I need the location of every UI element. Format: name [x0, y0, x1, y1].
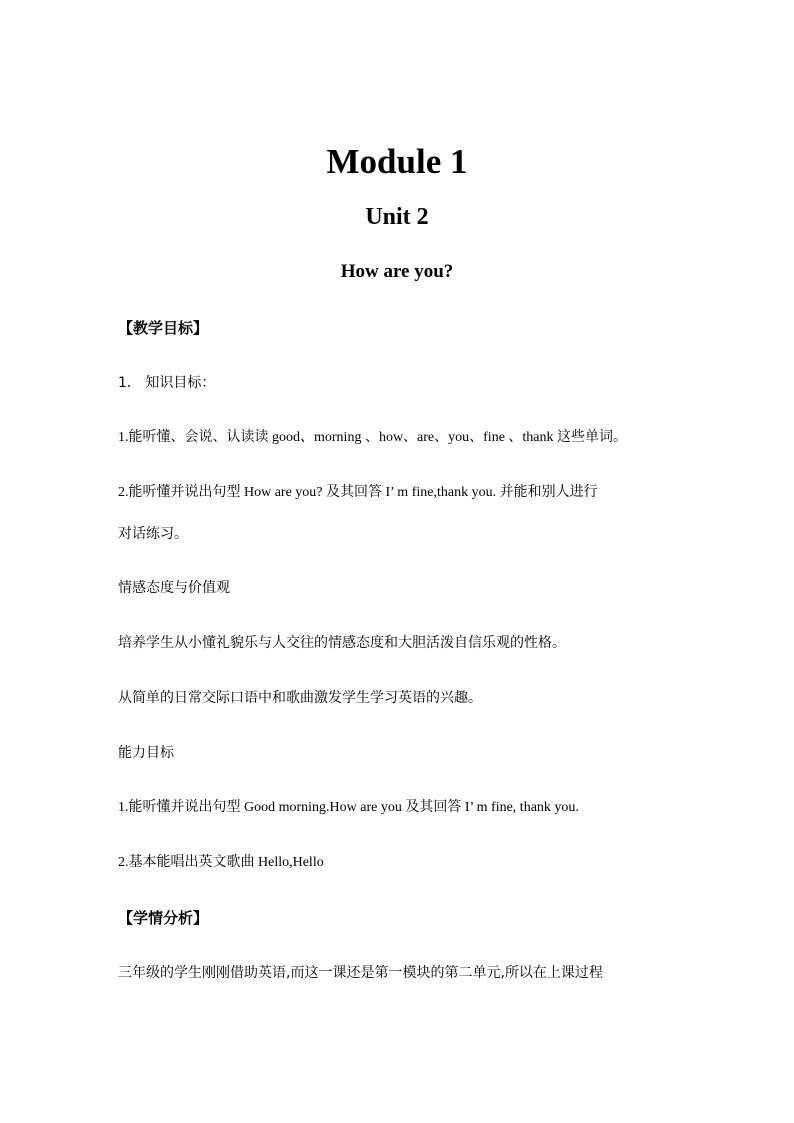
emotion-item-2: 从简单的日常交际口语中和歌曲激发学生学习英语的兴趣。: [118, 690, 482, 706]
emotion-item-1: 培养学生从小懂礼貌乐与人交往的情感态度和大胆活泼自信乐观的性格。: [118, 635, 566, 651]
analysis-heading: 【学情分析】: [118, 909, 209, 927]
ability-heading: 能力目标: [118, 745, 174, 761]
knowledge-item-2-line1: 2.能听懂并说出句型 How are you? 及其回答 I’ m fine,thank you. 并能和别人进行: [118, 485, 598, 500]
analysis-paragraph: 三年级的学生刚刚借助英语,而这一课还是第一模块的第二单元,所以在上课过程: [118, 965, 603, 981]
ability-item-1: 1.能听懂并说出句型 Good morning.How are you 及其回答 I’ m fine, thank you.: [118, 800, 579, 815]
emotion-heading: 情感态度与价值观: [118, 580, 230, 596]
ability-item-2: 2.基本能唱出英文歌曲 Hello,Hello: [118, 855, 324, 870]
module-title: Module 1: [326, 142, 468, 181]
knowledge-item-1: 1.能听懂、会说、认读读 good、morning 、how、are、you、fine 、thank 这些单词。: [118, 430, 628, 445]
lesson-title: How are you?: [340, 261, 454, 282]
knowledge-item-2-line2: 对话练习。: [118, 526, 188, 542]
teaching-goals-heading: 【教学目标】: [118, 319, 209, 337]
unit-title: Unit 2: [365, 204, 429, 230]
knowledge-goal-label: 1． 知识目标：: [118, 375, 216, 391]
